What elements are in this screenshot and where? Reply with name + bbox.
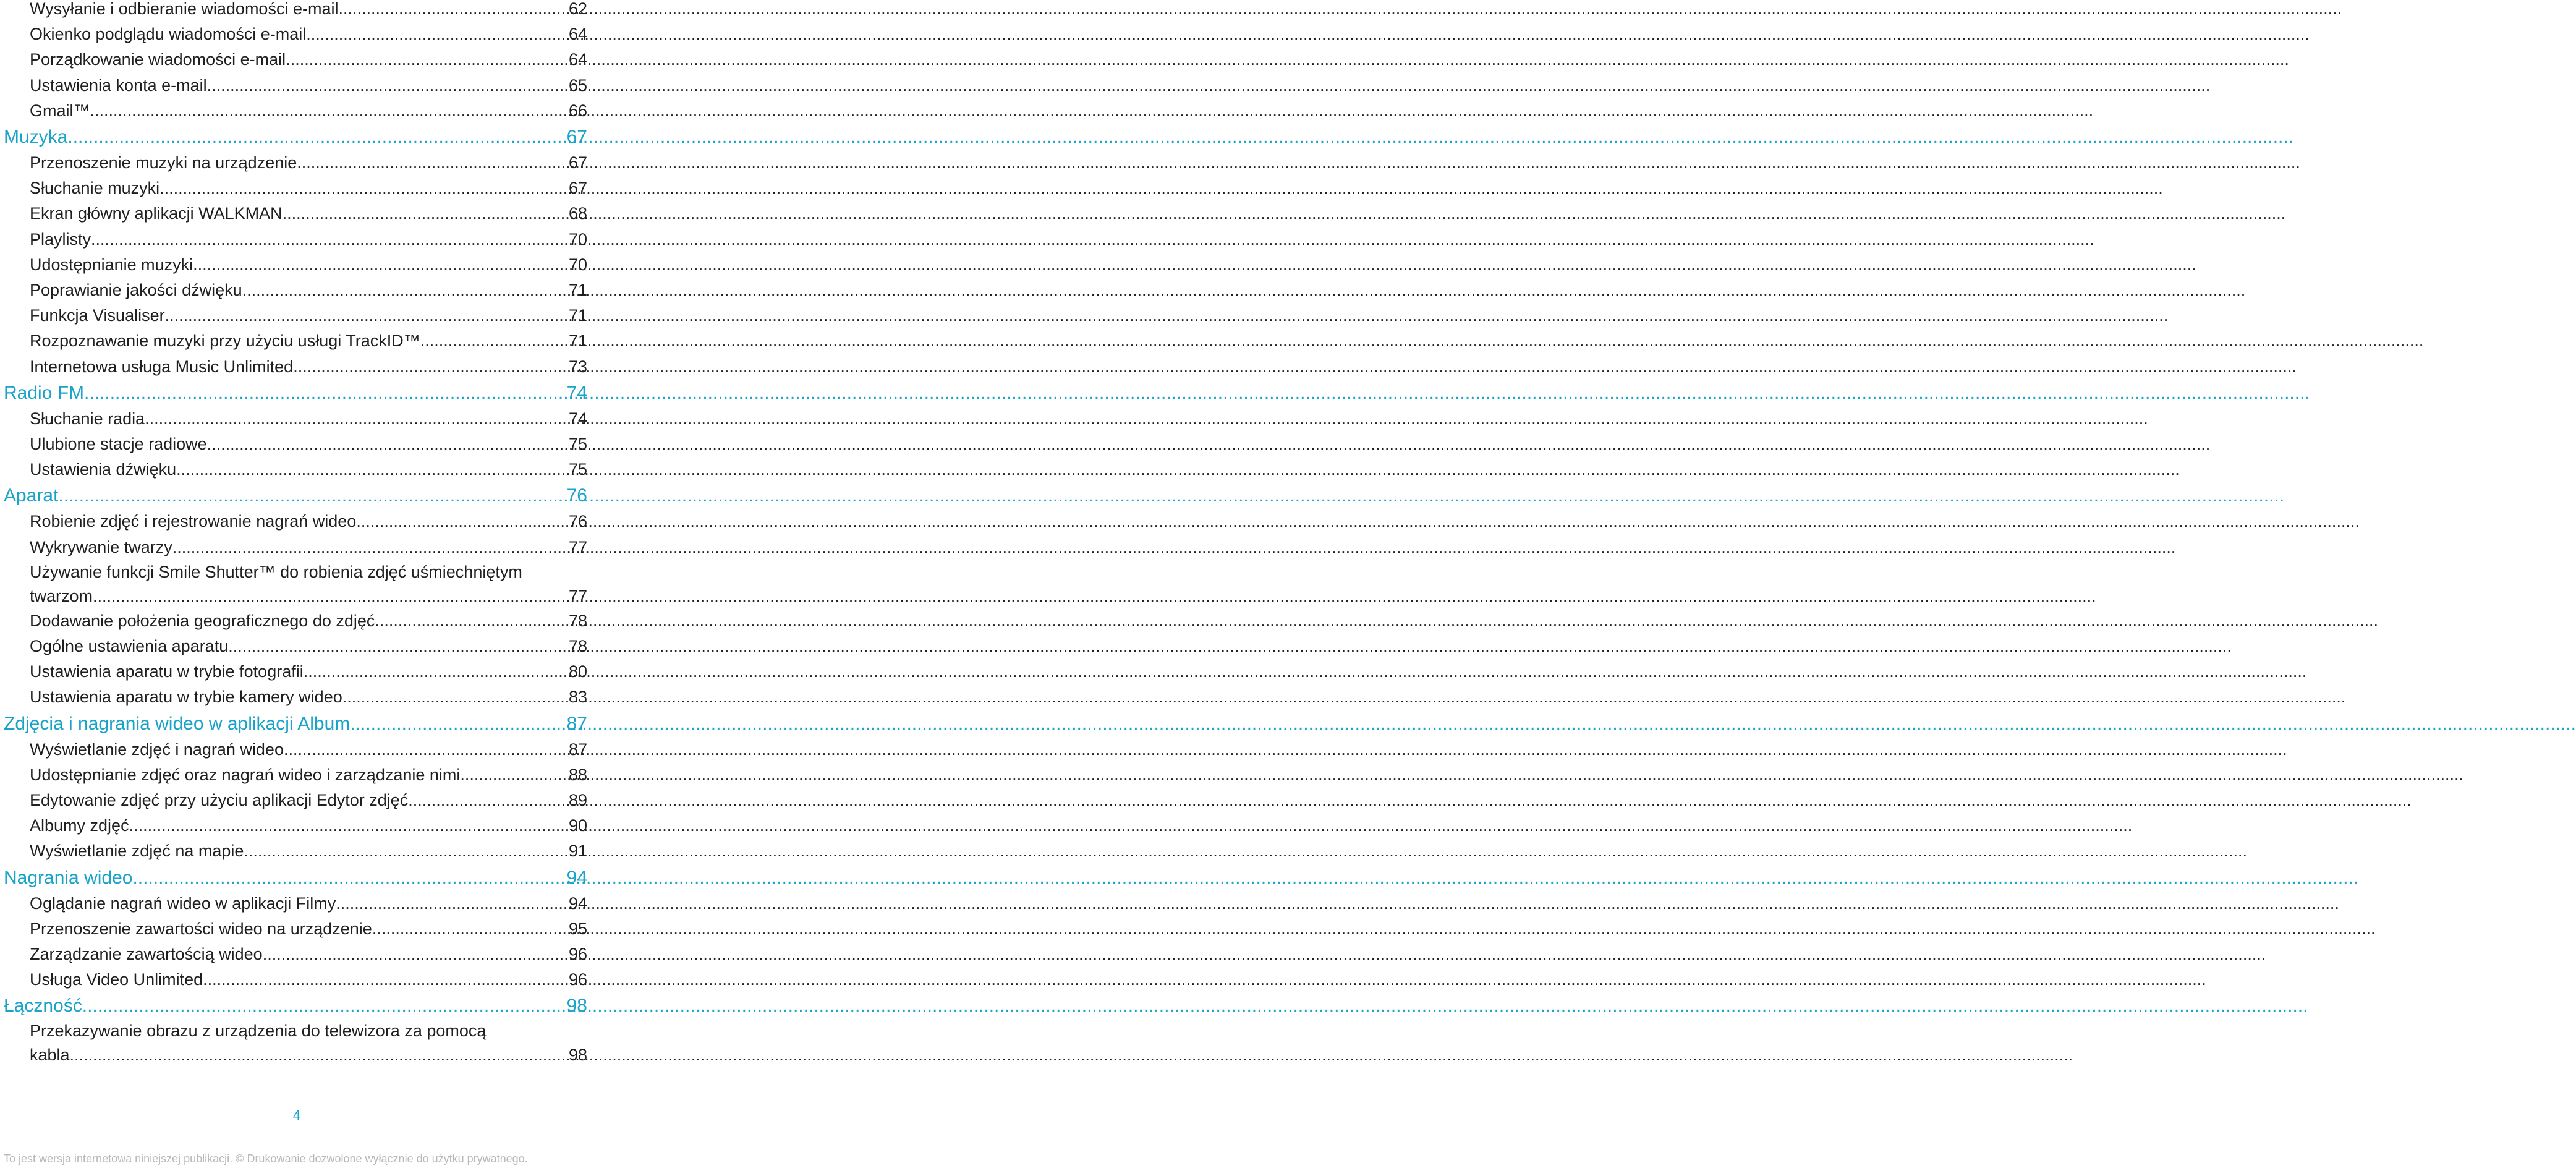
toc-entry-title: Zarządzanie zawartością wideo (30, 945, 263, 963)
toc-entry-title: Playlisty (30, 229, 91, 249)
dot-leader (372, 916, 569, 942)
dot-leader (342, 684, 569, 710)
footer-note: To jest wersja internetowa niniejszej publikacji. © Drukowanie dozwolone wyłącznie do użytku prywatnego. (4, 1153, 528, 1165)
toc-entry-title: Używanie funkcji Smile Shutter™ do robienia zdjęć uśmiechniętym (30, 562, 522, 581)
toc-entry[interactable] (0, 684, 593, 710)
dot-leader (70, 1043, 569, 1067)
toc-entry[interactable] (0, 0, 593, 22)
toc-page-number: 94 (568, 893, 587, 913)
toc-page-number: 75 (568, 460, 587, 479)
dot-leader (306, 22, 569, 47)
toc-page-number: 75 (568, 435, 587, 453)
dot-leader (283, 201, 569, 226)
dot-leader (145, 406, 569, 432)
dot-leader (304, 659, 569, 684)
toc-page-number: 83 (568, 688, 587, 707)
toc-section-title: Muzyka (4, 127, 68, 147)
toc-entry-title: Wykrywanie twarzy (30, 537, 172, 556)
toc-page-number: 91 (568, 842, 587, 861)
toc-entry-title: Internetowa usługa Music Unlimited (30, 357, 294, 376)
toc-entry[interactable] (0, 634, 593, 659)
dot-leader (338, 0, 568, 22)
dot-leader (242, 278, 569, 303)
toc-entry[interactable] (0, 762, 593, 788)
toc-section[interactable] (0, 864, 593, 892)
toc-page-number: 88 (568, 765, 587, 784)
toc-page-number: 94 (566, 867, 587, 888)
toc-page-number: 76 (568, 512, 587, 531)
toc-page-number: 87 (566, 713, 587, 734)
page-number: 4 (292, 1107, 301, 1123)
toc-entry-title: Usługa Video Unlimited (30, 970, 203, 989)
dot-leader (263, 942, 569, 967)
dot-leader (90, 98, 569, 124)
toc-section-title: Aparat (4, 485, 59, 506)
toc-entry[interactable] (0, 278, 593, 303)
toc-entry-title: Porządkowanie wiadomości e-mail (30, 50, 286, 69)
dot-leader (93, 584, 569, 608)
toc-entry[interactable] (0, 98, 593, 124)
toc-page-number: 73 (568, 357, 587, 376)
dot-leader (297, 150, 569, 176)
toc-entry-title: Wyświetlanie zdjęć i nagrań wideo (30, 740, 284, 759)
toc-entry-title: Poprawianie jakości dźwięku (30, 281, 242, 299)
toc-entry-title: Wyświetlanie zdjęć na mapie (30, 842, 244, 861)
toc-section[interactable] (0, 482, 593, 509)
dot-leader (129, 813, 569, 838)
toc-page-number: 95 (568, 919, 587, 938)
toc-entry-title: Ekran główny aplikacji WALKMAN (30, 204, 283, 223)
toc-entry[interactable] (0, 813, 593, 838)
dot-leader (244, 838, 569, 864)
dot-leader (293, 354, 569, 380)
toc-page-number: 64 (568, 25, 587, 44)
toc-entry[interactable] (0, 1019, 593, 1067)
toc-page-number: 71 (568, 281, 587, 299)
toc-entry-title-continued: kabla (30, 1046, 70, 1065)
toc-section[interactable] (0, 380, 593, 407)
toc-page-number: 74 (568, 409, 587, 428)
toc-entry[interactable] (0, 838, 593, 864)
toc-entry-title: Dodawanie położenia geograficznego do zdjęć (30, 611, 375, 630)
toc-page-number: 67 (568, 153, 587, 172)
toc-page-number: 96 (568, 970, 587, 989)
toc-entry[interactable] (0, 916, 593, 942)
dot-leader (350, 710, 566, 738)
toc-page-number: 98 (566, 995, 587, 1017)
dot-leader (84, 380, 567, 407)
toc-entry-title: Ulubione stacje radiowe (30, 435, 207, 453)
toc-entry-title: Gmail™ (30, 101, 90, 120)
toc-page-number: 90 (568, 816, 587, 835)
toc-page-number: 68 (568, 204, 587, 223)
toc-entry[interactable] (0, 201, 593, 226)
toc-page-number: 77 (568, 586, 587, 605)
toc-entry[interactable] (0, 406, 593, 432)
dot-leader (420, 328, 569, 354)
dot-leader (356, 509, 569, 534)
toc-entry[interactable] (0, 560, 593, 608)
toc-entry-title: Rozpoznawanie muzyki przy użyciu usługi TrackID™ (30, 331, 420, 351)
toc-entry[interactable] (0, 227, 593, 252)
toc-entry-title-continued: twarzom (30, 586, 93, 605)
dot-leader (336, 891, 569, 916)
toc-entry[interactable] (0, 967, 593, 992)
dot-leader (176, 457, 569, 482)
toc-section-title: Nagrania wideo (4, 867, 133, 888)
dot-leader (159, 176, 569, 201)
toc-section-title: Łączność (4, 995, 82, 1017)
toc-entry[interactable] (0, 891, 593, 916)
toc-entry[interactable] (0, 509, 593, 534)
dot-leader (193, 252, 569, 278)
dot-leader (82, 992, 567, 1020)
toc-page-number: 71 (568, 306, 587, 325)
toc-entry[interactable] (0, 150, 593, 176)
toc-page-number: 78 (568, 637, 587, 655)
toc-entry-title: Ogólne ustawienia aparatu (30, 637, 229, 655)
toc-page-number: 98 (568, 1046, 587, 1065)
toc-page-number: 78 (568, 611, 587, 630)
toc-entry[interactable] (0, 659, 593, 684)
dot-leader (228, 634, 569, 659)
dot-leader (284, 737, 569, 762)
toc-entry-title: Albumy zdjęć (30, 816, 129, 835)
toc-page-number: 74 (566, 382, 587, 403)
toc-page-number: 77 (568, 537, 587, 556)
toc-entry-title: Wysyłanie i odbieranie wiadomości e-mail (30, 0, 339, 18)
toc-page-number: 67 (566, 127, 587, 147)
toc-entry-title: Ustawienia aparatu w trybie fotografii (30, 662, 304, 681)
toc-entry-title: Przenoszenie muzyki na urządzenie (30, 153, 297, 172)
toc-entry-title: Funkcja Visualiser (30, 306, 165, 325)
toc-entry-title: Edytowanie zdjęć przy użyciu aplikacji Edytor zdjęć (30, 791, 409, 809)
toc-page-number: 80 (568, 662, 587, 681)
toc-entry[interactable] (0, 252, 593, 278)
toc-entry[interactable] (0, 22, 593, 47)
toc-section-title: Radio FM (4, 382, 85, 403)
toc-page-number: 65 (568, 75, 587, 95)
dot-leader (207, 432, 569, 457)
toc-entry-title: Słuchanie muzyki (30, 179, 160, 198)
dot-leader (375, 608, 569, 634)
toc-entry-title: Ustawienia aparatu w trybie kamery wideo (30, 688, 342, 707)
toc-entry-title: Oglądanie nagrań wideo w aplikacji Filmy (30, 893, 336, 913)
toc-page-number: 66 (568, 101, 587, 120)
toc-section-title: Zdjęcia i nagrania wideo w aplikacji Album (4, 713, 351, 734)
toc-entry[interactable] (0, 737, 593, 762)
dot-leader (203, 967, 569, 992)
dot-leader (460, 762, 569, 788)
dot-leader (172, 535, 569, 560)
toc-entry-title: Słuchanie radia (30, 409, 145, 428)
dot-leader (67, 124, 566, 151)
toc-page-number: 67 (568, 179, 587, 198)
dot-leader (165, 303, 569, 328)
toc-entry[interactable] (0, 73, 593, 98)
dot-leader (91, 227, 569, 252)
toc-page-number: 87 (568, 740, 587, 759)
toc-section[interactable] (0, 710, 593, 738)
toc-page-number: 76 (566, 485, 587, 506)
toc-section[interactable] (0, 124, 593, 151)
toc-page-number: 62 (568, 0, 587, 18)
toc-entry[interactable] (0, 328, 593, 354)
toc-entry[interactable] (0, 354, 593, 380)
toc-entry-title: Przekazywanie obrazu z urządzenia do telewizora za pomocą (30, 1021, 487, 1041)
toc-entry[interactable] (0, 457, 593, 482)
toc-entry[interactable] (0, 176, 593, 201)
toc-entry-title: Ustawienia dźwięku (30, 460, 177, 479)
toc-page-number: 70 (568, 229, 587, 249)
toc-entry[interactable] (0, 942, 593, 967)
toc-entry[interactable] (0, 535, 593, 560)
toc-entry-title: Ustawienia konta e-mail (30, 75, 207, 95)
dot-leader (207, 73, 569, 98)
toc-entry-title: Przenoszenie zawartości wideo na urządzenie (30, 919, 372, 938)
toc-page-number: 64 (568, 50, 587, 69)
toc-section[interactable] (0, 992, 593, 1020)
dot-leader (132, 864, 566, 892)
dot-leader (408, 788, 569, 813)
toc-page-number: 71 (568, 331, 587, 351)
toc-entry[interactable] (0, 788, 593, 813)
toc-page-number: 96 (568, 945, 587, 963)
toc-entry-title: Udostępnianie zdjęć oraz nagrań wideo i zarządzanie nimi (30, 765, 461, 784)
dot-leader (58, 482, 566, 509)
toc-entry[interactable] (0, 608, 593, 634)
dot-leader (286, 47, 569, 72)
toc-entry[interactable] (0, 47, 593, 72)
toc-entry-title: Okienko podglądu wiadomości e-mail (30, 25, 307, 44)
toc-entry[interactable] (0, 432, 593, 457)
toc-entry-title: Robienie zdjęć i rejestrowanie nagrań wideo (30, 512, 357, 531)
toc-page-number: 89 (568, 791, 587, 809)
toc-entry[interactable] (0, 303, 593, 328)
toc-entry-title: Udostępnianie muzyki (30, 255, 193, 274)
toc-page-number: 70 (568, 255, 587, 274)
